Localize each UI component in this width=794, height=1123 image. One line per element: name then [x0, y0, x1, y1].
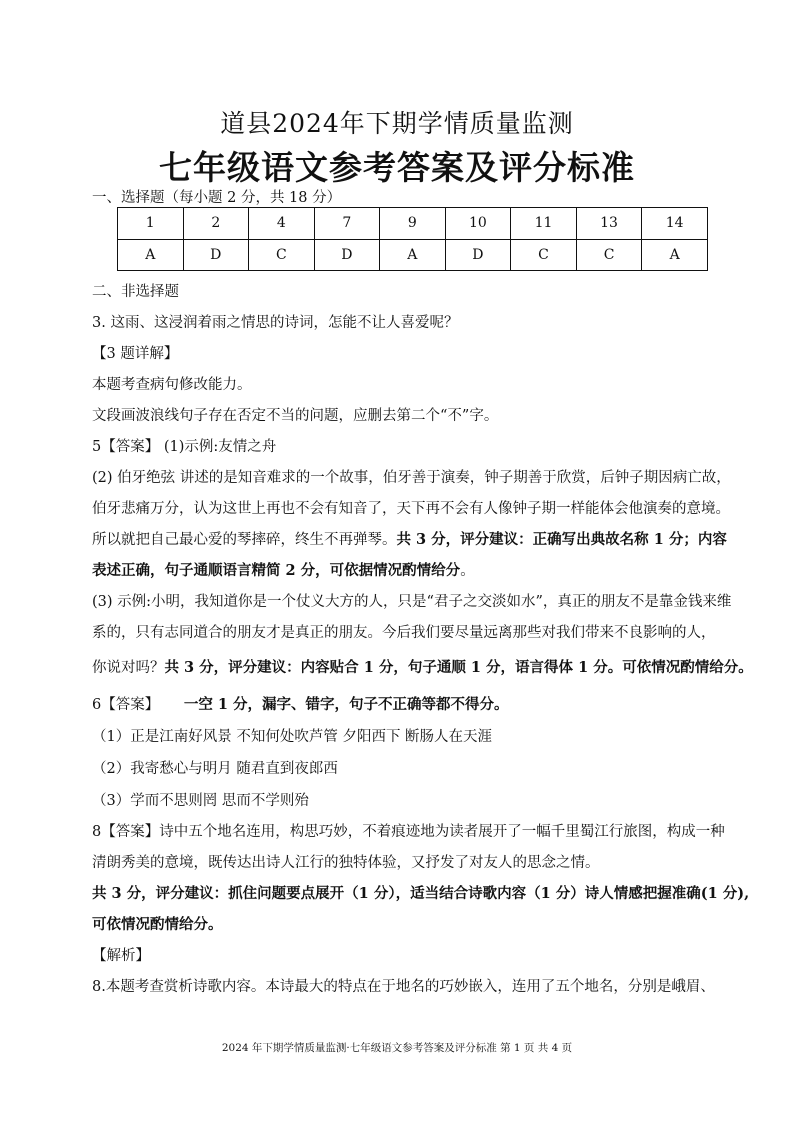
q5-2-text: 所以就把自己最心爱的琴摔碎，终生不再弹琴。: [92, 532, 397, 548]
q5-answer-line: [92, 435, 276, 456]
q5-label: 5【答案】: [92, 439, 160, 455]
table-cell: D: [183, 239, 249, 271]
table-cell: 7: [314, 208, 380, 240]
q8-label: 8【答案】: [92, 824, 160, 840]
table-cell: 10: [445, 208, 511, 240]
q6-3: （3）学而不思则罔 思而不学则殆: [92, 793, 309, 809]
table-cell: 9: [380, 208, 446, 240]
table-cell: A: [642, 239, 708, 271]
section-2-heading: 二、非选择题: [92, 284, 179, 300]
q8-text-2: 清朗秀美的意境，既传达出诗人江行的独特体验，又抒发了对友人的思念之情。: [92, 855, 600, 871]
q5-3-line-1: (3) 示例:小明，我知道你是一个仗义大方的人，只是“君子之交淡如水”，真正的朋友不是靠金钱来维: [92, 594, 732, 610]
table-cell: D: [445, 239, 511, 271]
table-cell: A: [380, 239, 446, 271]
q3-line-2: 文段画波浪线句子存在否定不当的问题，应删去第二个“不”字。: [92, 408, 499, 424]
table-cell: 13: [576, 208, 642, 240]
table-cell: D: [314, 239, 380, 271]
q8-answer-line: [92, 820, 725, 841]
q8-scoring-1: 共 3 分，评分建议：抓住问题要点展开（1 分），适当结合诗歌内容（1 分）诗人情感把握准确(1 分),: [92, 885, 750, 902]
table-row-answers: [118, 239, 708, 271]
q5-2-end: 。: [460, 563, 475, 579]
table-cell: 2: [183, 208, 249, 240]
table-cell: 11: [511, 208, 577, 240]
q5-sub1: (1)示例:友情之舟: [163, 439, 277, 455]
table-row-numbers: [118, 208, 708, 240]
q3-heading: 【3 题详解】: [92, 346, 179, 362]
q3-text: 3. 这雨、这浸润着雨之情思的诗词，怎能不让人喜爱呢？: [92, 315, 459, 331]
page-footer: 2024 年下期学情质量监测·七年级语文参考答案及评分标准 第 1 页 共 4 页: [221, 1042, 573, 1054]
answer-table: [117, 207, 708, 271]
q8-analysis-heading: 【解析】: [92, 948, 150, 964]
q5-3-line-2: 系的，只有志同道合的朋友才是真正的朋友。今后我们要尽量远离那些对我们带来不良影响的人，: [92, 625, 716, 641]
q5-2-line-2: 伯牙悲痛万分，认为这世上再也不会有知音了，天下再不会有人像钟子期一样能体会他演奏的意境。: [92, 501, 730, 517]
q6-label: 6【答案】: [92, 697, 160, 713]
q5-3-scoring: 共 3 分，评分建议：内容贴合 1 分，句子通顺 1 分，语言得体 1 分。可依情况酌情给分。: [164, 659, 753, 676]
table-cell: 4: [249, 208, 315, 240]
q5-2-line-4: [92, 559, 475, 580]
table-cell: C: [511, 239, 577, 271]
q6-answer-line: [92, 693, 509, 714]
table-cell: A: [118, 239, 184, 271]
q5-2-scoring-cont: 表述正确，句子通顺语言精简 2 分，可依据情况酌情给分: [92, 562, 461, 579]
q3-line-1: 本题考查病句修改能力。: [92, 377, 252, 393]
table-cell: 1: [118, 208, 184, 240]
table-cell: C: [576, 239, 642, 271]
q5-3-line-3: [92, 656, 753, 677]
q8-scoring-2: 可依情况酌情给分。: [92, 916, 223, 933]
q8-analysis-text: 8.本题考查赏析诗歌内容。本诗最大的特点在于地名的巧妙嵌入，连用了五个地名，分别是峨眉、: [92, 979, 715, 995]
section-1-heading: 一、选择题（每小题 2 分，共 18 分）: [92, 190, 342, 206]
q5-3-text: 你说对吗？: [92, 660, 165, 676]
q8-text-1: 诗中五个地名连用，构思巧妙，不着痕迹地为读者展开了一幅千里蜀江行旅图，构成一种: [159, 824, 725, 840]
table-cell: C: [249, 239, 315, 271]
q5-2-scoring: 共 3 分，评分建议：正确写出典故名称 1 分；内容: [396, 531, 727, 548]
q6-scoring: 一空 1 分，漏字、错字，句子不正确等都不得分。: [183, 696, 509, 713]
title-line-2: 七年级语文参考答案及评分标准: [159, 148, 635, 187]
q6-1: （1）正是江南好风景 不知何处吹芦管 夕阳西下 断肠人在天涯: [92, 729, 493, 745]
q6-2: （2）我寄愁心与明月 随君直到夜郎西: [92, 761, 338, 777]
q5-2-line-1: (2) 伯牙绝弦 讲述的是知音难求的一个故事，伯牙善于演奏，钟子期善于欣赏，后钟子期因病亡故，: [92, 470, 731, 486]
title-line-1: 道县2024年下期学情质量监测: [220, 109, 574, 138]
q5-2-line-3: [92, 528, 727, 549]
table-cell: 14: [642, 208, 708, 240]
